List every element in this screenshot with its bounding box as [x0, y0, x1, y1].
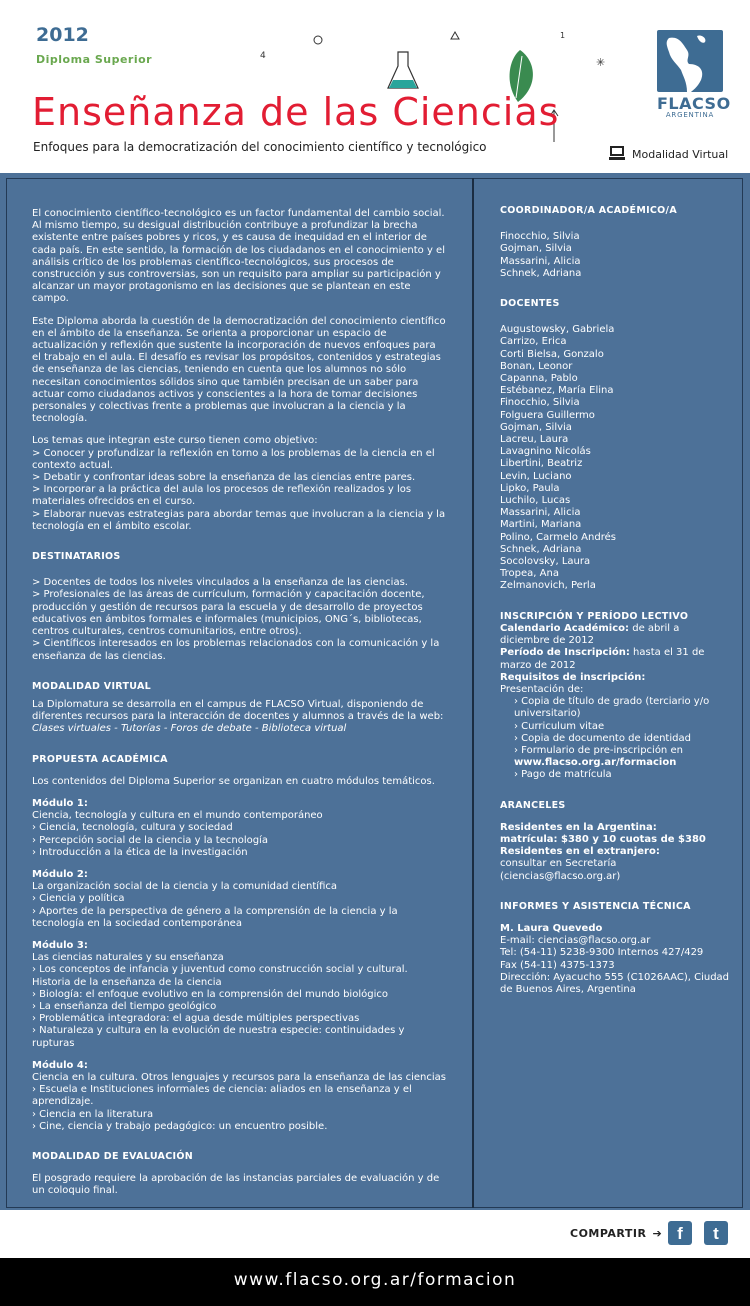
page-subtitle: Enfoques para la democratización del conocimiento científico y tecnológico — [33, 140, 487, 154]
fee-text: matrícula: $380 y 10 cuotas de $380 — [500, 833, 706, 845]
module-item: › Biología: el enfoque evolutivo en la comprensión del mundo biológico — [32, 988, 388, 1000]
right-column — [500, 205, 732, 996]
docente-name: Schnek, Adriana — [500, 543, 582, 555]
module-label: Módulo 3: — [32, 939, 88, 951]
module-label: Módulo 2: — [32, 868, 88, 880]
destinatario-item: > Docentes de todos los niveles vinculados a la enseñanza de las ciencias. — [32, 577, 408, 589]
docente-name: Folguera Guillermo — [500, 409, 595, 421]
docente-name: Carrizo, Erica — [500, 336, 567, 348]
docente-name: Levin, Luciano — [500, 470, 572, 482]
page-title: Enseñanza de las Ciencias — [32, 90, 560, 134]
module-label: Módulo 1: — [32, 797, 88, 809]
requirement-item: › Formulario de pre-inscripción en — [514, 744, 683, 756]
contact-email[interactable]: E-mail: ciencias@flacso.org.ar — [500, 935, 651, 947]
module-title: Las ciencias naturales y su enseñanza — [32, 952, 224, 964]
footer-url[interactable]: www.flacso.org.ar/formacion — [233, 1270, 517, 1290]
period-label: Período de Inscripción: — [500, 647, 630, 659]
consult-text: consultar en Secretaría (ciencias@flacso.org.ar) — [500, 858, 621, 882]
modality-label: Modalidad Virtual — [632, 148, 729, 161]
docente-name: Corti Bielsa, Gonzalo — [500, 348, 604, 360]
propuesta-text: Los contenidos del Diploma Superior se organizan en cuatro módulos temáticos. — [32, 775, 435, 787]
computer-icon — [608, 145, 626, 164]
module-item: › Introducción a la ética de la investigación — [32, 846, 248, 858]
module-item: › Percepción social de la ciencia y la tecnología — [32, 834, 268, 846]
calendar-value: de abril a diciembre de 2012 — [500, 622, 680, 647]
requirement-item: › Pago de matrícula — [514, 769, 612, 781]
left-column — [32, 208, 446, 1198]
header — [0, 0, 750, 173]
module-item: › Ciencia, tecnología, cultura y sociedad — [32, 822, 233, 834]
module-title: Ciencia en la cultura. Otros lenguajes y recursos para la enseñanza de las ciencias — [32, 1071, 446, 1083]
docente-name: Lacreu, Laura — [500, 434, 569, 446]
module-title: Ciencia, tecnología y cultura en el mundo contemporáneo — [32, 810, 323, 822]
destinatario-item: > Profesionales de las áreas de currículum, formación y capacitación docente, producción y gestión de recursos para la escuela y de desarrollo de proyectos educativos en ámbitos formales e informales (municipios, ONG´s, bibliotecas, centros culturales, centros comunitarios, entre otros). — [32, 589, 425, 638]
arrow-right-icon: ➔ — [652, 1227, 663, 1240]
docente-name: Massarini, Alicia — [500, 507, 581, 519]
column-divider — [472, 178, 474, 1208]
informes-heading: INFORMES Y ASISTENCIA TÉCNICA — [500, 900, 691, 912]
objective-item: > Conocer y profundizar la reflexión en torno a los problemas de la ciencia en el contexto actual. — [32, 447, 435, 471]
modalidad-resources: Clases virtuales - Tutorías - Foros de debate - Biblioteca virtual — [32, 723, 347, 735]
share-text: COMPARTIR — [570, 1227, 647, 1240]
coordinador-heading: COORDINADOR/A ACADÉMICO/A — [500, 205, 677, 216]
docente-name: Gojman, Silvia — [500, 421, 572, 433]
map-icon — [657, 30, 723, 92]
module-item: › Cine, ciencia y trabajo pedagógico: un encuentro posible. — [32, 1120, 328, 1132]
docente-name: Polino, Carmelo Andrés — [500, 531, 616, 543]
evaluacion-text: El posgrado requiere la aprobación de las instancias parciales de evaluación y de un coloquio final. — [32, 1173, 440, 1197]
requirement-item: › Copia de documento de identidad — [514, 732, 691, 744]
destinatarios-heading: DESTINATARIOS — [32, 551, 121, 563]
modalidad-text: La Diplomatura se desarrolla en el campus de FLACSO Virtual, disponiendo de diferentes recursos para la interacción de docentes y alumnos a través de la web: — [32, 698, 444, 723]
flacso-logo — [657, 30, 731, 125]
diploma-label: Diploma Superior — [36, 53, 153, 66]
coordinator-name: Schnek, Adriana — [500, 267, 582, 279]
docentes-heading: DOCENTES — [500, 298, 560, 310]
objective-item: > Elaborar nuevas estrategias para abordar temas que involucran a la ciencia y la tecnología en el ámbito escolar. — [32, 508, 446, 532]
docente-name: Martini, Mariana — [500, 519, 582, 531]
docente-name: Libertini, Beatriz — [500, 458, 583, 470]
residents-ar-label: Residentes en la Argentina: — [500, 821, 657, 833]
module-item: › Aportes de la perspectiva de género a la comprensión de la ciencia y la tecnología en la sociedad contemporánea — [32, 905, 398, 929]
residents-ext-label: Residentes en el extranjero: — [500, 846, 660, 858]
svg-text:4: 4 — [260, 51, 266, 61]
docente-name: Capanna, Pablo — [500, 373, 578, 385]
module-item: › Ciencia y política — [32, 893, 125, 905]
contact-address: Dirección: Ayacucho 555 (C1026AAC), Ciudad de Buenos Aires, Argentina — [500, 971, 730, 995]
logo-name: FLACSO — [657, 94, 731, 113]
requirement-item: › Curriculum vitae — [514, 720, 605, 732]
docente-name: Lipko, Paula — [500, 482, 560, 494]
coordinator-name: Massarini, Alicia — [500, 255, 581, 267]
modality-badge — [608, 145, 728, 164]
evaluacion-heading: MODALIDAD DE EVALUACIÓN — [32, 1151, 193, 1162]
contact-name: M. Laura Quevedo — [500, 922, 603, 934]
period-value: hasta el 31 de marzo de 2012 — [500, 647, 705, 671]
facebook-icon[interactable]: f — [668, 1221, 692, 1245]
objectives-intro: Los temas que integran este curso tienen como objetivo: — [32, 435, 318, 447]
coordinator-name: Finocchio, Silvia — [500, 231, 580, 243]
destinatario-item: > Científicos interesados en los problemas relacionados con la comunicación y la enseñanza de las ciencias. — [32, 638, 440, 662]
year-label: 2012 — [36, 24, 89, 46]
docente-name: Estébanez, María Elina — [500, 385, 614, 397]
docente-name: Finocchio, Silvia — [500, 397, 580, 409]
footer-bar — [0, 1210, 750, 1258]
contact-fax: Fax (54-11) 4375-1373 — [500, 959, 615, 971]
docente-name: Augustowsky, Gabriela — [500, 324, 615, 336]
requirement-item: › Copia de título de grado (terciario y/o universitario) — [514, 696, 710, 720]
contact-phone: Tel: (54-11) 5238-9300 Internos 427/429 — [500, 947, 704, 959]
module-title: La organización social de la ciencia y la comunidad científica — [32, 881, 337, 893]
logo-subtitle: ARGENTINA — [665, 111, 715, 119]
aranceles-heading: ARANCELES — [500, 799, 566, 811]
coordinator-name: Gojman, Silvia — [500, 243, 572, 255]
docente-name: Luchilo, Lucas — [500, 495, 571, 507]
objective-item: > Incorporar a la práctica del aula los procesos de reflexión realizados y los materiales ofrecidos en el curso. — [32, 484, 412, 508]
modalidad-heading: MODALIDAD VIRTUAL — [32, 680, 151, 692]
module-item: › Ciencia en la literatura — [32, 1108, 154, 1120]
requirements-label: Requisitos de inscripción: — [500, 671, 646, 683]
module-item: › Escuela e Instituciones informales de ciencia: aliados en la enseñanza y el aprendizaje. — [32, 1084, 412, 1108]
module-item: › Problemática integradora: el agua desde múltiples perspectivas — [32, 1013, 360, 1025]
inscripcion-heading: INSCRIPCIÓN Y PERÍODO LECTIVO — [500, 610, 689, 622]
intro-paragraph-1: El conocimiento científico-tecnológico es un factor fundamental del cambio social. Al mismo tiempo, su desigual distribución contribuye a profundizar la brecha existente entre países pobres y ricos, y es causa de inequidad en el interior de cada país. En este sentido, la formación de los ciudadanos en el conocimiento y el análisis crítico de los problemas científico-tecnológicos, sus procesos de construcción y sus controversias, son un requisito para ampliar su participación y alcanzar un mayor protagonismo en las decisiones que se plantean en este campo. — [32, 208, 445, 305]
module-item: › Naturaleza y cultura en la evolución de nuestra especie: continuidades y rupturas — [32, 1025, 405, 1049]
objective-item: > Debatir y confrontar ideas sobre la enseñanza de las ciencias entre pares. — [32, 472, 416, 484]
docente-name: Tropea, Ana — [500, 568, 559, 580]
propuesta-heading: PROPUESTA ACADÉMICA — [32, 753, 168, 765]
svg-text:1: 1 — [560, 31, 566, 40]
intro-paragraph-2: Este Diploma aborda la cuestión de la democratización del conocimiento científico en el ámbito de la enseñanza. Se orienta a proporcionar un espacio de actualización y reflexión que sustente la incorporación de nuevos enfoques para el trabajo en el aula. El desafío es revisar los propósitos, contenidos y estrategias de enseñanza de las ciencias, teniendo en cuenta que los alumnos no sólo necesitan conocimientos sólidos sino que también precisan de un saber para actuar como ciudadanos activos y conscientes a la hora de tomar decisiones personales y colectivas frente a problemas que involucran a la ciencia y la tecnología. — [32, 315, 446, 425]
module-label: Módulo 4: — [32, 1059, 88, 1071]
docentes-list — [500, 324, 732, 592]
share-label — [570, 1227, 662, 1240]
module-item: › Los conceptos de infancia y juventud como construcción social y cultural. Historia de la enseñanza de la ciencia — [32, 964, 408, 988]
twitter-icon[interactable]: t — [704, 1221, 728, 1245]
calendar-label: Calendario Académico: — [500, 622, 630, 634]
docente-name: Socolovsky, Laura — [500, 556, 591, 568]
docente-name: Zelmanovich, Perla — [500, 580, 596, 592]
requirement-url[interactable]: www.flacso.org.ar/formacion — [514, 757, 677, 769]
module-item: › La enseñanza del tiempo geológico — [32, 1000, 217, 1012]
svg-text:✳: ✳ — [596, 56, 606, 69]
presentation-label: Presentación de: — [500, 683, 584, 695]
docente-name: Lavagnino Nicolás — [500, 446, 591, 458]
docente-name: Bonan, Leonor — [500, 360, 573, 372]
